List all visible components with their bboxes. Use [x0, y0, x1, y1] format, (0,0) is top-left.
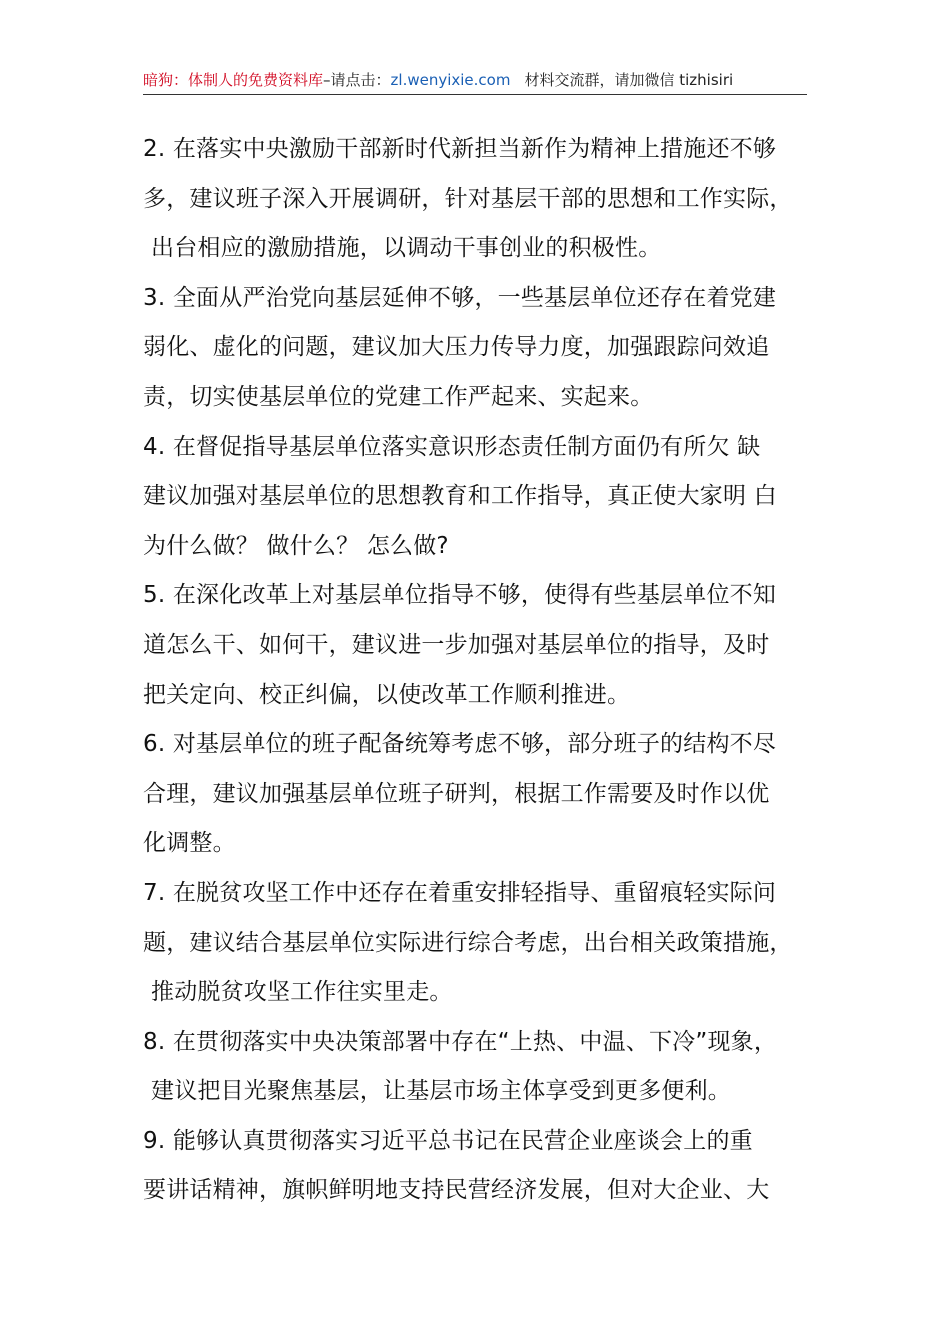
- text-line: 要讲话精神，旗帜鲜明地支持民营经济发展，但对大企业、大: [143, 1177, 770, 1204]
- text-line: 弱化、虚化的问题，建议加大压力传导力度，加强跟踪问效追: [143, 334, 770, 361]
- text-line: 3. 全面从严治党向基层延伸不够，一些基层单位还存在着党建: [143, 284, 777, 311]
- text-line: 多，建议班子深入开展调研，针对基层干部的思想和工作实际，: [143, 185, 793, 212]
- header-link[interactable]: zl.wenyixie.com: [390, 71, 511, 89]
- text-line: 5. 在深化改革上对基层单位指导不够，使得有些基层单位不知: [143, 582, 777, 609]
- text-line: 2. 在落实中央激励干部新时代新担当新作为精神上措施还不够: [143, 136, 777, 162]
- text-line: 推动脱贫攻坚工作往实里走。: [151, 979, 453, 1006]
- text-line: 6. 对基层单位的班子配备统筹考虑不够，部分班子的结构不尽: [143, 731, 777, 758]
- text-line: 责，切实使基层单位的党建工作严起来、实起来。: [143, 383, 654, 410]
- header-brand: 暗狗：体制人的免费资料库: [143, 71, 324, 89]
- text-line: 合理，建议加强基层单位班子研判，根据工作需要及时作以优: [143, 780, 770, 807]
- document-body: [143, 125, 813, 1216]
- text-line: 建议把目光聚焦基层，让基层市场主体享受到更多便利。: [151, 1078, 731, 1105]
- text-line: 化调整。: [143, 830, 236, 857]
- text-line: 道怎么干、如何干，建议进一步加强对基层单位的指导，及时: [143, 631, 770, 658]
- text-line: 题，建议结合基层单位实际进行综合考虑，出台相关政策措施，: [143, 929, 793, 956]
- page-header: [143, 68, 807, 95]
- text-line: 8. 在贯彻落实中央决策部署中存在“上热、中温、下冷”现象，: [143, 1028, 778, 1055]
- header-group-info: 材料交流群，请加微信 tizhisiri: [524, 71, 734, 89]
- text-line: 建议加强对基层单位的思想教育和工作指导，真正使大家明 白: [143, 483, 777, 510]
- text-line: 出台相应的激励措施，以调动干事创业的积极性。: [151, 235, 662, 262]
- text-line: 9. 能够认真贯彻落实习近平总书记在民营企业座谈会上的重: [143, 1127, 753, 1154]
- text-line: 把关定向、校正纠偏，以使改革工作顺利推进。: [143, 681, 631, 708]
- header-prompt: –请点击：: [323, 71, 391, 89]
- text-line: 7. 在脱贫攻坚工作中还存在着重安排轻指导、重留痕轻实际问: [143, 879, 777, 906]
- text-line: 为什么做？ 做什么？ 怎么做?: [143, 532, 449, 559]
- text-line: 4. 在督促指导基层单位落实意识形态责任制方面仍有所欠 缺: [143, 433, 761, 460]
